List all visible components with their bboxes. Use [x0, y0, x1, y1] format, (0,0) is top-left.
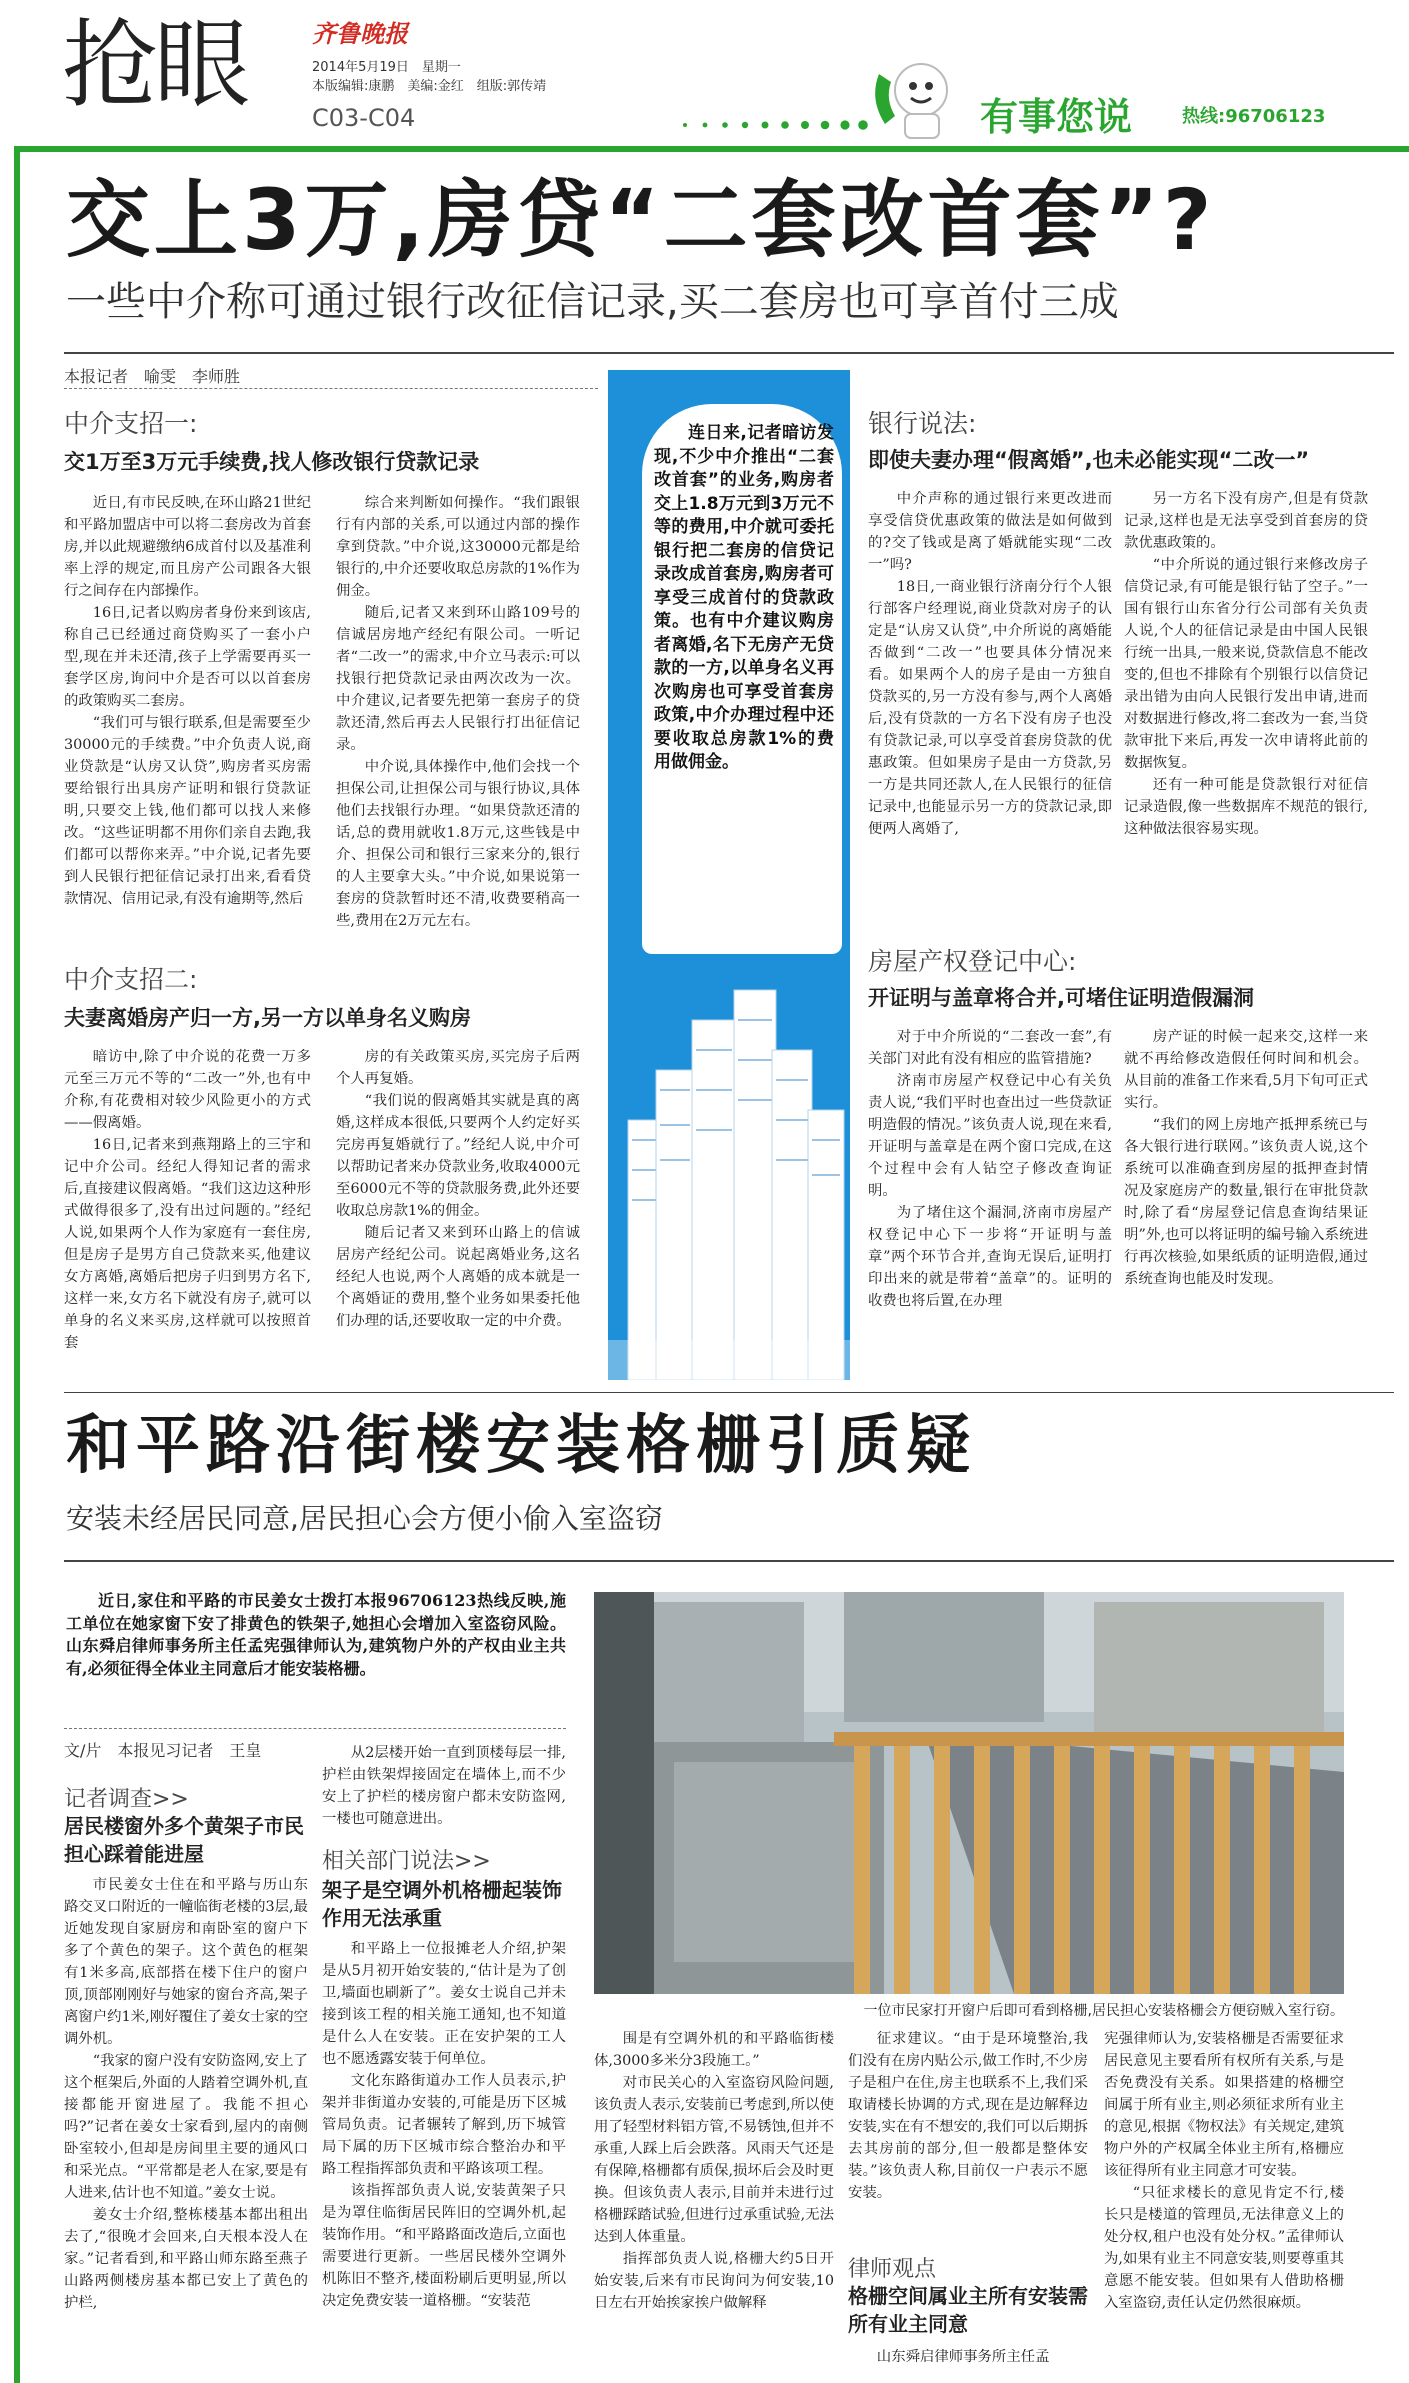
paragraph: 随后,记者又来到环山路109号的信诚居房地产经纪有限公司。一听记者“二改一”的需求,中介立马表示:可以找银行把贷款记录由两次改为一次。中介建议,记者要先把第一套房子的贷款还清,然后再去人民银行打出征信记录。 — [336, 605, 580, 753]
paragraph: 对市民关心的入室盗窃风险问题,该负责人表示,安装前已考虑到,所以使用了轻型材料铝方管,不易锈蚀,但并不承重,人踩上后会跌落。风雨天气还是有保障,格栅都有质保,损坏后会及时更换。但该负责人表示,目前并未进行过格栅踩踏试验,但进行过承重试验,无法达到人体重量。 — [594, 2075, 834, 2245]
paragraph: 济南市房屋产权登记中心有关负责人说,“我们平时也查出过一些贷款证明造假的情况。”该负责人说,现在来看,开证明与盖章是在两个窗口完成,在这个过程中会有人钻空子修改查询证明。 — [868, 1073, 1112, 1199]
section-label: 律师观点 — [848, 2257, 937, 2282]
paragraph: 从2层楼开始一直到顶楼每层一排,护栏由铁架焊接固定在墙体上,而不少安上了护栏的楼房窗户都未安防盗网,一楼也可随意进出。 — [322, 1745, 566, 1827]
story2-lead — [66, 1590, 566, 1680]
paragraph: 房产证的时候一起来交,这样一来就不再给修改造假任何时间和机会。从目前的准备工作来看,5月下旬可正式实行。 — [1124, 1029, 1368, 1111]
lead-paragraph: 近日,家住和平路的市民姜女士拨打本报96706123热线反映,施工单位在她家窗下安了排黄色的铁架子,她担心会增加入室盗窃风险。山东舜启律师事务所主任孟宪强律师认为,建筑物户外的产权由业主共有,必须征得全体业主同意后才能安装格栅。 — [66, 1591, 566, 1678]
divider — [64, 1728, 566, 1729]
article-column — [64, 1046, 311, 1354]
article-column — [322, 1742, 566, 1830]
section-label: 相关部门说法>> — [322, 1849, 491, 1874]
paragraph: 围是有空调外机的和平路临街楼体,3000多米分3段施工。” — [594, 2031, 834, 2069]
paragraph: “我家的窗户没有安防盗网,安上了这个框架后,外面的人踏着空调外机,直接都能开窗进屋了。我能不担心吗?”记者在姜女士家看到,屋内的南侧卧室较小,但却是房间里主要的通风口和采光点。“平常都是老人在家,要是有人进来,估计也不知道。”姜女士说。 — [64, 2053, 308, 2201]
left-green-rule — [14, 146, 20, 2383]
section-heading: 交1万至3万元手续费,找人修改银行贷款记录 — [64, 450, 480, 474]
paragraph: “我们的网上房地产抵押系统已与各大银行进行联网。”该负责人说,这个系统可以准确查到房屋的抵押查封情况及家庭房产的数量,银行在审批贷款时,除了看“房屋登记信息查询结果证明”外,也可以将证明的编号输入系统进行再次核验,如果纸质的证明造假,通过系统查询也能及时发现。 — [1124, 1117, 1368, 1287]
paragraph: 指挥部负责人说,格栅大约5日开始安装,后来有市民询问为何安装,10日左右开始挨家挨户做解释 — [594, 2251, 834, 2311]
paragraph: 随后记者又来到环山路上的信诚居房产经纪公司。说起离婚业务,这名经纪人也说,两个人离婚的成本就是一个离婚证的费用,整个业务如果委托他们办理的话,还要收取一定的中介费。 — [336, 1225, 580, 1329]
paragraph: 18日,一商业银行济南分行个人银行部客户经理说,商业贷款对房子的认定是“认房又认贷”,中介所说的离婚能否做到“二改一”也要具体分情况来看。如果两个人的房子是由一方独自贷款买的,另一方没有参与,两个人离婚后,没有贷款的一方名下没有房子也没有贷款记录,可以享受首套房贷款的优惠政策。但如果房子是由一方贷款,另一方是共同还款人,在人民银行的征信记录中,也能显示另一方的贷款记录,即便两人离婚了, — [868, 579, 1112, 837]
phone-mascot-icon — [865, 54, 960, 144]
paragraph: 市民姜女士住在和平路与历山东路交叉口附近的一幢临街老楼的3层,最近她发现自家厨房和南卧室的窗户下多了个黄色的架子。这个黄色的框架有1米多高,底部搭在楼下住户的窗户顶,顶部刚刚好与她家的窗台齐高,架子离窗户约1米,刚好覆住了姜女士家的空调外机。 — [64, 1877, 308, 2047]
section-heading: 开证明与盖章将合并,可堵住证明造假漏洞 — [868, 986, 1254, 1010]
section-heading: 夫妻离婚房产归一方,另一方以单身名义购房 — [64, 1006, 471, 1030]
article-column — [594, 2028, 834, 2314]
paragraph: “我们说的假离婚其实就是真的离婚,这样成本很低,只要两个人约定好买完房再复婚就行了。”经纪人说,中介可以帮助记者来办贷款业务,收取4000元至6000元不等的贷款服务费,此外还要收取总房款1%的佣金。 — [336, 1093, 580, 1219]
paragraph: “我们可与银行联系,但是需要至少30000元的手续费。”中介负责人说,商业贷款是“认房又认贷”,购房者买房需要给银行出具房产证明和银行贷款证明,只要交上钱,他们都可以找人来修改。“这些证明都不用你们亲自去跑,我们都可以帮你来弄。”中介说,记者先要到人民银行把征信记录打出来,看看贷款情况、信用记录,有没有逾期等,然后 — [64, 715, 311, 907]
section-heading: 架子是空调外机格栅起装饰作用无法承重 — [322, 1878, 562, 1930]
paragraph: 另一方名下没有房产,但是有贷款记录,这样也是无法享受到首套房的贷款优惠政策的。 — [1124, 491, 1368, 551]
story1-headline: 交上3万,房贷“二套改首套”? — [66, 171, 1216, 269]
article-column — [1104, 2028, 1344, 2314]
divider — [64, 1392, 1394, 1393]
article-column — [1124, 1026, 1368, 1290]
photo-caption: 一位市民家打开窗户后即可看到格栅,居民担心安装格栅会方便窃贼入室行窃。 — [863, 2003, 1344, 2019]
section-label: 记者调查>> — [64, 1787, 189, 1812]
section-heading: 居民楼窗外多个黄架子市民担心踩着能进屋 — [64, 1814, 304, 1866]
divider — [64, 1560, 1394, 1562]
page-range: C03-C04 — [312, 104, 416, 132]
paragraph: 房的有关政策买房,买完房子后两个人再复婚。 — [336, 1049, 580, 1087]
paragraph: 山东舜启律师事务所主任孟 — [876, 2349, 1050, 2365]
section-label: 中介支招二: — [64, 965, 198, 994]
divider — [64, 388, 598, 389]
section-label: 中介支招一: — [64, 409, 198, 438]
article-column — [868, 488, 1112, 840]
story1-byline: 本报记者 喻雯 李师胜 — [64, 367, 241, 386]
paragraph: 还有一种可能是贷款银行对征信记录造假,像一些数据库不规范的银行,这种做法很容易实现。 — [1124, 777, 1368, 837]
article-column — [868, 1026, 1112, 1312]
skyline-illustration — [608, 960, 850, 1380]
section-heading: 即使夫妻办理“假离婚”,也未必能实现“二改一” — [868, 448, 1310, 472]
divider — [64, 352, 1394, 354]
story1-subhead: 一些中介称可通过银行改征信记录,买二套房也可享首付三成 — [66, 279, 1119, 325]
article-column — [336, 492, 580, 932]
article-column — [322, 1938, 566, 2312]
paragraph: 宪强律师认为,安装格栅是否需要征求居民意见主要看所有权所有关系,与是否免费没有关系。如果搭建的格栅空间属于所有业主,则必须征求所有业主的意见,根据《物权法》有关规定,建筑物户外的产权属全体业主所有,格栅应该征得所有业主同意才可安装。 — [1104, 2031, 1344, 2179]
paragraph: 为了堵住这个漏洞,济南市房屋产权登记中心下一步将“开证明与盖章”两个环节合并,查询无误后,证明打印出来的就是带着“盖章”的。证明的收费也将后置,在办理 — [868, 1205, 1112, 1309]
paragraph: 文化东路街道办工作人员表示,护架并非街道办安装的,可能是历下区城管局负责。记者辗转了解到,历下城管局下属的历下区城市综合整治办和平路工程指挥部负责和平路该项工程。 — [322, 2073, 566, 2177]
issue-date: 2014年5月19日 星期一 — [312, 60, 461, 75]
paragraph: 16日,记者以购房者身份来到该店,称自己已经通过商贷购买了一套小户型,现在并未还清,孩子上学需要再买一套学区房,询问中介是否可以以首套房的政策购买二套房。 — [64, 605, 311, 709]
paragraph: 该指挥部负责人说,安装黄架子只是为罩住临街居民阵旧的空调外机,起装饰作用。“和平路路面改造后,立面也需要进行更新。一些居民楼外空调外机陈旧不整齐,楼面粉刷后更明显,所以决定免费安装一道格栅。“安装范 — [322, 2183, 566, 2309]
hotline-title: 有事您说 — [980, 95, 1133, 139]
callout-text — [654, 422, 834, 775]
callout-paragraph: 连日来,记者暗访发现,不少中介推出“二套改首套”的业务,购房者交上1.8万元到3万元不等的费用,中介就可委托银行把二套房的信贷记录改成首套房,购房者可享受三成首付的贷款政策。也有中介建议购房者离婚,名下无房产无贷款的一方,以单身名义再次购房也可享受首套房政策,中介办理过程中还要收取总房款1%的费用做佣金。 — [654, 423, 834, 772]
article-column — [64, 492, 311, 910]
paragraph: “中介所说的通过银行来修改房子信贷记录,有可能是银行钻了空子。”一国有银行山东省分行公司部有关负责人说,个人的征信记录是由中国人民银行统一出具,一般来说,贷款信息不能改变的,但也不排除有个别银行以信贷记录出错为由向人民银行发出申请,进而对数据进行修改,将二套改为一套,当贷款审批下来后,再发一次申请将此前的数据恢复。 — [1124, 557, 1368, 771]
paragraph: 16日,记者来到燕翔路上的三宇和记中介公司。经纪人得知记者的需求后,直接建议假离婚。“我们这边这种形式做得很多了,没有出过问题的。”经纪人说,如果两个人作为家庭有一套住房,但是房子是男方自己贷款来买,他建议女方离婚,离婚后把房子归到男方名下,这样一来,女方名下就没有房子,就可以单身的名义来买房,这样就可以按照首套 — [64, 1137, 311, 1351]
section-label: 银行说法: — [868, 409, 977, 438]
section-title: 抢眼 — [62, 9, 246, 121]
paragraph: 中介说,具体操作中,他们会找一个担保公司,让担保公司与银行协议,具体他们去找银行办理。“如果贷款还清的话,总的费用就收1.8万元,这些钱是中介、担保公司和银行三家来分的,银行的人主要拿大头。”中介说,如果说第一套房的贷款暂时还不清,收费要稍高一些,费用在2万元左右。 — [336, 759, 580, 929]
newspaper-brand: 齐鲁晚报 — [312, 20, 408, 48]
paragraph: 对于中介所说的“二套改一套”,有关部门对此有没有相应的监管措施? — [868, 1029, 1112, 1067]
editor-credits: 本版编辑:康鹏 美编:金红 组版:郭传靖 — [312, 79, 547, 94]
paragraph: 综合来判断如何操作。“我们跟银行有内部的关系,可以通过内部的操作拿到贷款。”中介说,这30000元都是给银行的,中介还要收取总房款的1%作为佣金。 — [336, 495, 580, 599]
article-column — [848, 2346, 1088, 2368]
hotline-number: 热线:96706123 — [1182, 106, 1326, 127]
page-info — [312, 58, 546, 96]
story2-headline: 和平路沿街楼安装格栅引质疑 — [66, 1409, 976, 1483]
article-column — [1124, 488, 1368, 840]
article-column — [64, 1874, 308, 2314]
paragraph: 近日,有市民反映,在环山路21世纪和平路加盟店中可以将二套房改为首套房,并以此规避缴纳6成首付以及基准利率上浮的规定,而且房产公司跟各大银行之间存在内部操作。 — [64, 495, 311, 599]
section-label: 房屋产权登记中心: — [868, 947, 1077, 976]
header-green-rule — [14, 146, 1409, 152]
paragraph: 暗访中,除了中介说的花费一万多元至三万元不等的“二改一”外,也有中介称,有花费相对较少风险更小的方式——假离婚。 — [64, 1049, 311, 1131]
paragraph: “只征求楼长的意见肯定不行,楼长只是楼道的管理员,无法律意义上的处分权,租户也没有处分权。”孟律师认为,如果有业主不同意安装,则要尊重其意愿不能安装。但如果有人借助格栅入室盗窃,责任认定仍然很麻烦。 — [1104, 2185, 1344, 2311]
paragraph: 和平路上一位报摊老人介绍,护架是从5月初开始安装的,“估计是为了创卫,墙面也刷新了”。姜女士说自己并未接到该工程的相关施工通知,也不知道是什么人在安装。正在安护架的工人也不愿透露安装于何单位。 — [322, 1941, 566, 2067]
paragraph: 征求建议。“由于是环境整治,我们没有在房内贴公示,做工作时,不少房子是租户在住,房主也联系不上,我们采取请楼长协调的方式,现在是边解释边安装,实在有不想安的,我们可以后期拆去其房前的部分,但一般都是整体安装。”该负责人称,目前仅一户表示不愿安装。 — [848, 2031, 1088, 2201]
paragraph: 中介声称的通过银行来更改进而享受信贷优惠政策的做法是如何做到的?交了钱或是离了婚就能实现“二改一”吗? — [868, 491, 1112, 573]
story2-byline: 文/片 本报见习记者 王皇 — [64, 1741, 262, 1760]
paragraph: 姜女士介绍,整栋楼基本都出租出去了,“很晚才会回来,白天根本没人在家。”记者看到,和平路山师东路至燕子山路两侧楼房基本都已安上了黄色的护栏, — [64, 2207, 308, 2311]
dotted-decoration — [680, 120, 870, 130]
section-heading: 格栅空间属业主所有安装需所有业主同意 — [848, 2284, 1088, 2336]
news-photo — [594, 1592, 1344, 1994]
article-column — [336, 1046, 580, 1332]
article-column — [848, 2028, 1088, 2204]
story2-subhead: 安装未经居民同意,居民担心会方便小偷入室盗窃 — [66, 1502, 663, 1535]
